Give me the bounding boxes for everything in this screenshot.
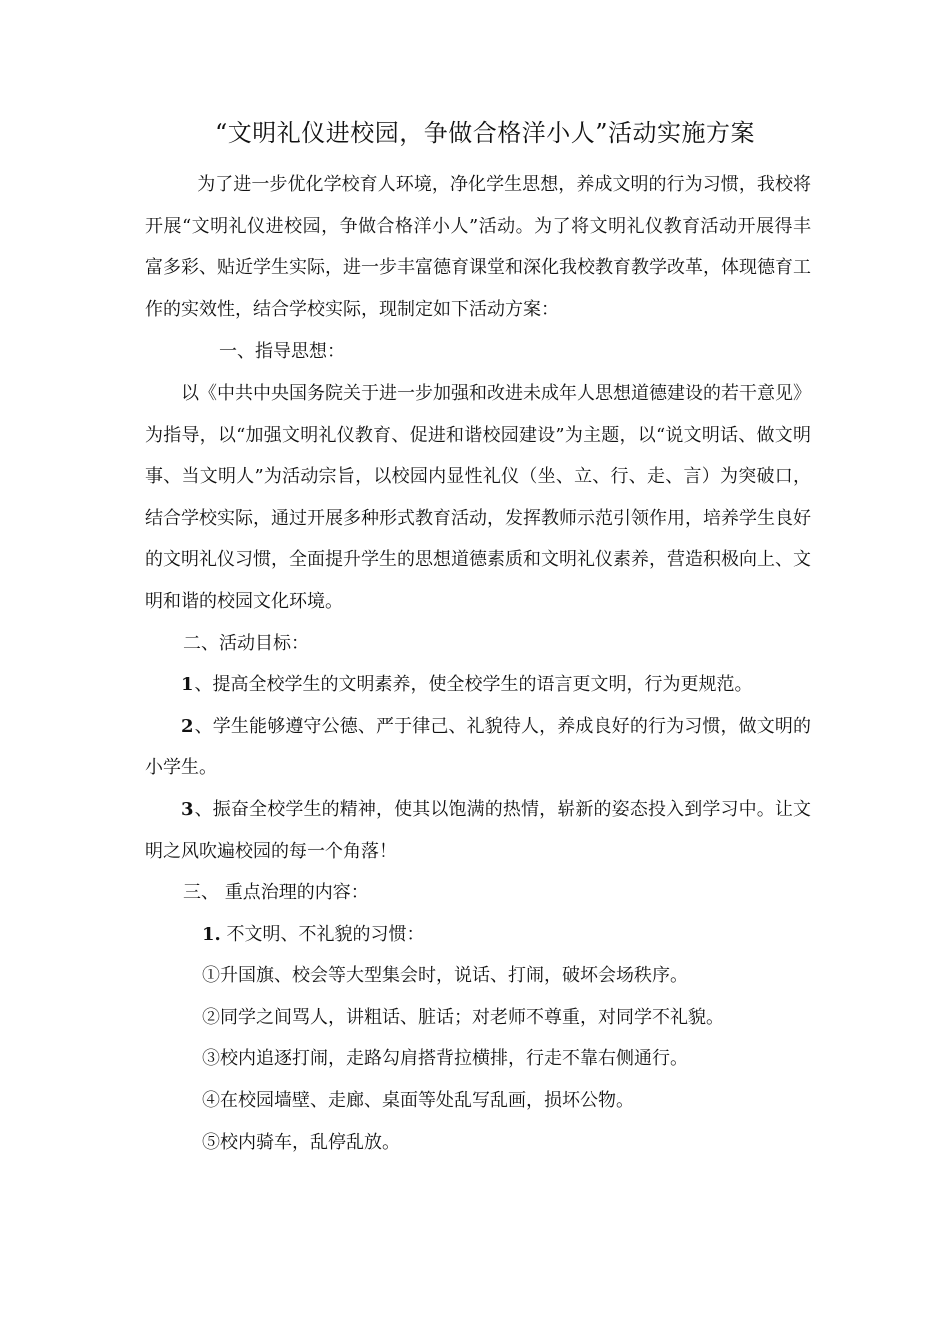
goal-number: 1 xyxy=(181,674,194,696)
goal-text: 、学生能够遵守公德、严于律己、礼貌待人，养成良好的行为习惯，做文明的小学生。 xyxy=(145,715,811,779)
sub-number: 1. xyxy=(202,923,221,945)
intro-paragraph: 为了进一步优化学校育人环境，净化学生思想，养成文明的行为习惯，我校将开展“文明礼仪进校园，争做合格洋小人”活动。为了将文明礼仪教育活动开展得丰富多彩、贴近学生实际，进一步丰富德育课堂和深化我校教育教学改革，体现德育工作的实效性，结合学校实际，现制定如下活动方案： xyxy=(145,174,811,320)
list-item: ⑤校内骑车，乱停乱放。 xyxy=(202,1131,400,1153)
list-item: ②同学之间骂人，讲粗话、脏话；对老师不尊重，对同学不礼貌。 xyxy=(202,1006,724,1028)
goal-text: 、提高全校学生的文明素养，使全校学生的语言更文明，行为更规范。 xyxy=(194,674,753,696)
goal-text: 、振奋全校学生的精神，使其以饱满的热情，崭新的姿态投入到学习中。让文明之风吹遍校园的每一个角落！ xyxy=(145,798,811,862)
goal-number: 2 xyxy=(181,715,194,737)
list-item: ④在校园墙壁、走廊、桌面等处乱写乱画，损坏公物。 xyxy=(202,1090,634,1112)
list-item: ③校内追逐打闹，走路勾肩搭背拉横排，行走不靠右侧通行。 xyxy=(202,1048,688,1070)
goal-item-3 xyxy=(145,789,811,872)
goal-number: 3 xyxy=(181,798,194,820)
document-body xyxy=(145,164,811,1163)
goal-item-2 xyxy=(145,706,811,789)
list-item: ①升国旗、校会等大型集会时，说话、打闹，破坏会场秩序。 xyxy=(202,965,688,987)
document-title: “文明礼仪进校园，争做合格洋小人”活动实施方案 xyxy=(215,119,756,147)
section1-paragraph: 以《中共中央国务院关于进一步加强和改进未成年人思想道德建设的若干意见》为指导，以“加强文明礼仪教育、促进和谐校园建设”为主题，以“说文明话、做文明事、当文明人”为活动宗旨，以校园内显性礼仪（坐、立、行、走、言）为突破口，结合学校实际，通过开展多种形式教育活动，发挥教师示范引领作用，培养学生良好的文明礼仪习惯，全面提升学生的思想道德素质和文明礼仪素养，营造积极向上、文明和谐的校园文化环境。 xyxy=(145,382,811,612)
section1-heading: 一、指导思想： xyxy=(219,341,345,363)
section3-heading: 三、 重点治理的内容： xyxy=(183,882,369,904)
goal-item-1 xyxy=(145,664,811,706)
section3-subheading xyxy=(145,914,811,956)
section2-heading: 二、活动目标： xyxy=(183,632,309,654)
sub-text: 不文明、不礼貌的习惯： xyxy=(226,923,425,945)
